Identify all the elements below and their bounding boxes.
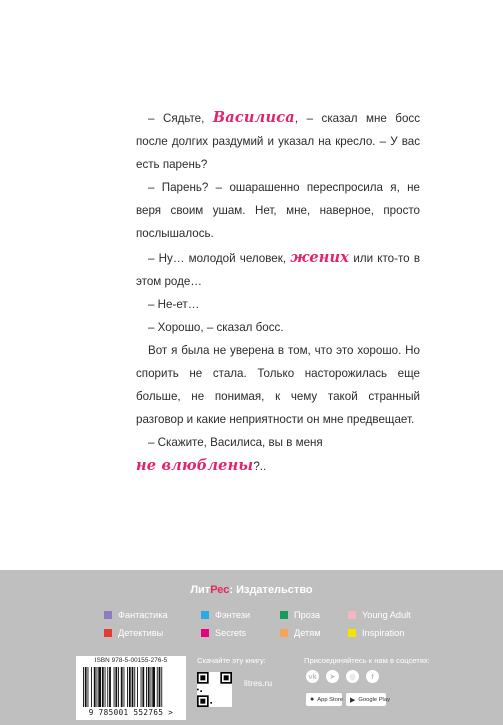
- publisher-brand: ЛитРес: Издательство: [190, 584, 313, 596]
- category-swatch: [201, 611, 209, 619]
- isbn-number: ISBN 978-5-00155-276-5: [94, 657, 168, 664]
- category-item: Детям: [280, 628, 321, 638]
- paragraph-8: не влюблены?..: [136, 457, 267, 475]
- app-store-badge[interactable]: ● App Store: [306, 693, 342, 706]
- paragraph-2: – Парень? – ошарашенно переспросила я, не веря своим ушам. Нет, мне, наверное, просто послышалось.: [136, 181, 420, 241]
- category-item: Фантастика: [104, 610, 168, 620]
- highlight-vasilisa: Василиса: [212, 109, 295, 126]
- category-swatch: [104, 629, 112, 637]
- google-play-badge[interactable]: ▶ Google Play: [346, 693, 386, 706]
- category-swatch: [280, 611, 288, 619]
- ean-digits: 9 785001 552765 >: [88, 708, 174, 717]
- instagram-icon[interactable]: ◎: [346, 670, 359, 683]
- qr-code-icon[interactable]: [197, 672, 232, 707]
- category-item: Inspiration: [348, 628, 404, 638]
- apple-icon: ●: [310, 696, 315, 703]
- book-excerpt: [136, 106, 420, 479]
- paragraph-4: – Не-ет…: [148, 297, 200, 311]
- telegram-icon[interactable]: ➤: [326, 670, 339, 683]
- vk-icon[interactable]: vk: [306, 670, 319, 683]
- download-label: Скачайте эту книгу:: [197, 656, 266, 665]
- category-item: Young Adult: [348, 610, 411, 620]
- site-link[interactable]: litres.ru: [244, 678, 273, 688]
- highlight-zhenih: жених: [290, 248, 350, 266]
- category-swatch: [348, 629, 356, 637]
- category-swatch: [280, 629, 288, 637]
- paragraph-7: – Скажите, Василиса, вы в меня: [148, 436, 323, 450]
- category-item: Secrets: [201, 628, 246, 638]
- paragraph-1: – Сядьте, Василиса, – сказал мне босс после долгих раздумий и указал на кресло. – У вас есть парень?: [136, 109, 420, 172]
- google-play-icon: ▶: [350, 696, 356, 704]
- highlight-ne-vlyubleny: не влюблены: [136, 457, 254, 475]
- paragraph-5: – Хорошо, – сказал босс.: [148, 320, 284, 334]
- facebook-icon[interactable]: f: [366, 670, 379, 683]
- category-swatch: [201, 629, 209, 637]
- category-item: Детективы: [104, 628, 163, 638]
- paragraph-6: Вот я была не уверена в том, что это хорошо. Но спорить не стала. Только насторожилась еще больше, не понимая, к чему такой странный разговор и какие неприятности он мне предвещает.: [136, 343, 420, 427]
- category-swatch: [104, 611, 112, 619]
- barcode-bars: [83, 667, 179, 707]
- category-swatch: [348, 611, 356, 619]
- category-item: Фэнтези: [201, 610, 250, 620]
- isbn-barcode: [76, 656, 186, 720]
- social-label: Присоединяйтесь к нам в соцсетях:: [304, 656, 430, 665]
- category-item: Проза: [280, 610, 320, 620]
- paragraph-3: – Ну… молодой человек, жених или кто-то в этом роде…: [136, 248, 420, 288]
- publisher-footer: [0, 570, 503, 725]
